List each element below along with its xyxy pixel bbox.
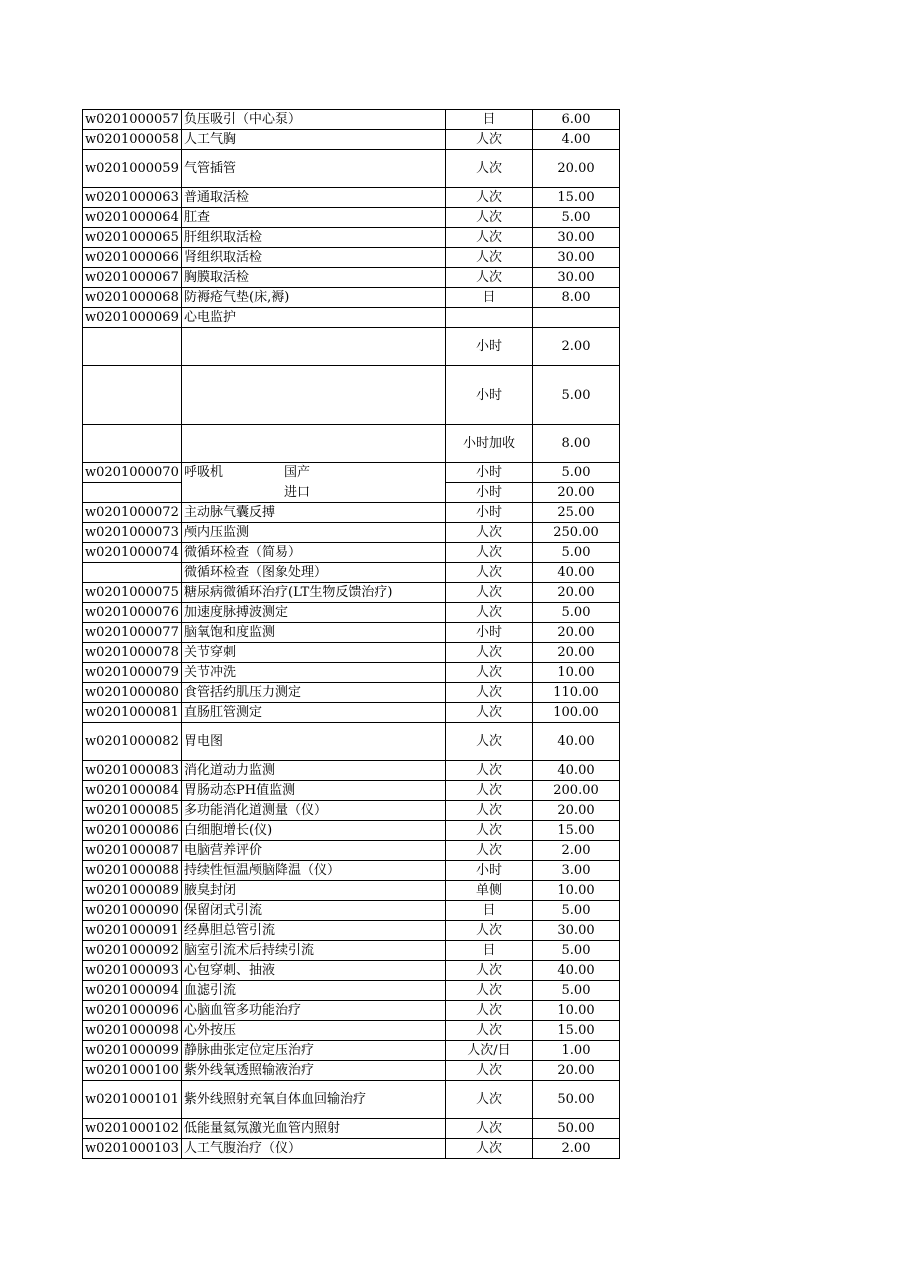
- table-row: [83, 901, 620, 921]
- table-row: [83, 861, 620, 881]
- table-row: [83, 110, 620, 130]
- price-cell: 3.00: [533, 861, 620, 881]
- item-name-cell: 多功能消化道测量（仪）: [182, 801, 446, 821]
- unit-cell: 人次: [446, 563, 533, 583]
- item-code-cell: w0201000070: [83, 463, 182, 483]
- item-code-cell: w0201000080: [83, 683, 182, 703]
- item-code-cell: w0201000076: [83, 603, 182, 623]
- unit-cell: 人次: [446, 543, 533, 563]
- unit-cell: 人次/日: [446, 1041, 533, 1061]
- item-name-cell: 直肠肛管测定: [182, 703, 446, 723]
- price-cell: 8.00: [533, 425, 620, 463]
- price-cell: 8.00: [533, 288, 620, 308]
- price-cell: 10.00: [533, 1001, 620, 1021]
- item-name-cell: [182, 366, 446, 425]
- price-cell: 2.00: [533, 1139, 620, 1159]
- item-name-cell: 电脑营养评价: [182, 841, 446, 861]
- unit-cell: 小时: [446, 366, 533, 425]
- unit-cell: 人次: [446, 961, 533, 981]
- unit-cell: 人次: [446, 761, 533, 781]
- price-cell: 50.00: [533, 1081, 620, 1119]
- item-name: 呼吸机: [184, 465, 224, 481]
- unit-cell: 人次: [446, 228, 533, 248]
- item-code-cell: w0201000064: [83, 208, 182, 228]
- unit-cell: 人次: [446, 723, 533, 761]
- item-name-cell: 肝组织取活检: [182, 228, 446, 248]
- item-code-cell: w0201000075: [83, 583, 182, 603]
- item-code-cell: w0201000099: [83, 1041, 182, 1061]
- unit-cell: 人次: [446, 268, 533, 288]
- item-name-cell: 保留闭式引流: [182, 901, 446, 921]
- item-code-cell: w0201000090: [83, 901, 182, 921]
- table-row: [83, 643, 620, 663]
- unit-cell: 小时加收: [446, 425, 533, 463]
- item-name-cell: 心包穿刺、抽液: [182, 961, 446, 981]
- price-cell: 5.00: [533, 366, 620, 425]
- price-cell: 2.00: [533, 328, 620, 366]
- table-row: [83, 941, 620, 961]
- price-cell: 20.00: [533, 643, 620, 663]
- item-code-cell: w0201000073: [83, 523, 182, 543]
- item-name-cell: 胸膜取活检: [182, 268, 446, 288]
- table-row: [83, 1001, 620, 1021]
- unit-cell: 人次: [446, 921, 533, 941]
- item-code-cell: w0201000068: [83, 288, 182, 308]
- table-row: [83, 663, 620, 683]
- table-row: [83, 208, 620, 228]
- item-code-cell: [83, 563, 182, 583]
- unit-cell: 人次: [446, 1119, 533, 1139]
- unit-cell: 人次: [446, 1139, 533, 1159]
- item-name-cell: 人工气胸: [182, 130, 446, 150]
- table-row: [83, 150, 620, 188]
- unit-cell: 人次: [446, 841, 533, 861]
- price-cell: 20.00: [533, 1061, 620, 1081]
- price-cell: 25.00: [533, 503, 620, 523]
- price-cell: 110.00: [533, 683, 620, 703]
- item-name-cell: 胃肠动态PH值监测: [182, 781, 446, 801]
- item-subtype: 国产: [284, 465, 311, 481]
- unit-cell: 人次: [446, 130, 533, 150]
- price-cell: 30.00: [533, 268, 620, 288]
- price-cell: 20.00: [533, 483, 620, 503]
- item-code-cell: w0201000098: [83, 1021, 182, 1041]
- table-row: [83, 523, 620, 543]
- item-name-cell: [182, 463, 446, 483]
- item-subtype: 进口: [284, 484, 311, 500]
- table-row: [83, 703, 620, 723]
- item-code-cell: w0201000085: [83, 801, 182, 821]
- item-code-cell: w0201000072: [83, 503, 182, 523]
- item-name-cell: 普通取活检: [182, 188, 446, 208]
- item-code-cell: w0201000092: [83, 941, 182, 961]
- unit-cell: 人次: [446, 1061, 533, 1081]
- item-code-cell: [83, 366, 182, 425]
- item-code-cell: w0201000057: [83, 110, 182, 130]
- table-row: [83, 1139, 620, 1159]
- item-code-cell: w0201000069: [83, 308, 182, 328]
- table-row: [83, 248, 620, 268]
- item-code-cell: w0201000096: [83, 1001, 182, 1021]
- item-name-cell: 食管括约肌压力测定: [182, 683, 446, 703]
- item-code-cell: [83, 483, 182, 503]
- item-name-cell: 糖尿病微循环治疗(LT生物反馈治疗): [182, 583, 446, 603]
- table-row: [83, 1041, 620, 1061]
- table-row: [83, 483, 620, 503]
- item-name-cell: 肛查: [182, 208, 446, 228]
- unit-cell: 人次: [446, 150, 533, 188]
- unit-cell: 小时: [446, 328, 533, 366]
- item-name-cell: 腋臭封闭: [182, 881, 446, 901]
- table-row: [83, 683, 620, 703]
- price-cell: 4.00: [533, 130, 620, 150]
- item-name-cell: 心外按压: [182, 1021, 446, 1041]
- table-row: [83, 228, 620, 248]
- table-row: [83, 425, 620, 463]
- price-cell: 5.00: [533, 901, 620, 921]
- unit-cell: 日: [446, 288, 533, 308]
- table-row: [83, 366, 620, 425]
- price-cell: 5.00: [533, 543, 620, 563]
- item-name-cell: 负压吸引（中心泵）: [182, 110, 446, 130]
- table-row: [83, 623, 620, 643]
- unit-cell: 人次: [446, 188, 533, 208]
- item-code-cell: w0201000074: [83, 543, 182, 563]
- fee-table: [82, 109, 620, 1159]
- table-row: [83, 1061, 620, 1081]
- price-cell: 15.00: [533, 821, 620, 841]
- table-row: [83, 308, 620, 328]
- item-code-cell: w0201000063: [83, 188, 182, 208]
- table-row: [83, 921, 620, 941]
- item-code-cell: w0201000102: [83, 1119, 182, 1139]
- price-cell: 50.00: [533, 1119, 620, 1139]
- item-code-cell: w0201000077: [83, 623, 182, 643]
- table-row: [83, 1081, 620, 1119]
- unit-cell: 人次: [446, 683, 533, 703]
- unit-cell: 人次: [446, 1001, 533, 1021]
- unit-cell: 人次: [446, 583, 533, 603]
- item-code-cell: w0201000079: [83, 663, 182, 683]
- item-name-cell: [182, 328, 446, 366]
- table-row: [83, 288, 620, 308]
- table-row: [83, 268, 620, 288]
- price-cell: 10.00: [533, 881, 620, 901]
- item-code-cell: w0201000065: [83, 228, 182, 248]
- unit-cell: 人次: [446, 208, 533, 228]
- price-cell: 5.00: [533, 208, 620, 228]
- unit-cell: 单侧: [446, 881, 533, 901]
- item-name-cell: 微循环检查（简易）: [182, 543, 446, 563]
- price-cell: 40.00: [533, 563, 620, 583]
- item-name-cell: 人工气腹治疗（仪）: [182, 1139, 446, 1159]
- price-cell: 40.00: [533, 761, 620, 781]
- unit-cell: 人次: [446, 643, 533, 663]
- table-row: [83, 841, 620, 861]
- table-row: [83, 821, 620, 841]
- item-code-cell: w0201000087: [83, 841, 182, 861]
- item-name-cell: 经鼻胆总管引流: [182, 921, 446, 941]
- unit-cell: 小时: [446, 861, 533, 881]
- unit-cell: 人次: [446, 248, 533, 268]
- table-row: [83, 543, 620, 563]
- item-name-cell: 微循环检查（图象处理）: [182, 563, 446, 583]
- item-name-cell: 消化道动力监测: [182, 761, 446, 781]
- unit-cell: 小时: [446, 463, 533, 483]
- price-cell: 100.00: [533, 703, 620, 723]
- unit-cell: 日: [446, 110, 533, 130]
- item-code-cell: [83, 328, 182, 366]
- price-cell: 30.00: [533, 248, 620, 268]
- price-cell: 30.00: [533, 228, 620, 248]
- unit-cell: 小时: [446, 503, 533, 523]
- item-name-cell: [182, 483, 446, 503]
- item-name-cell: 持续性恒温颅脑降温（仪）: [182, 861, 446, 881]
- table-row: [83, 503, 620, 523]
- price-cell: 40.00: [533, 961, 620, 981]
- item-code-cell: w0201000084: [83, 781, 182, 801]
- price-cell: 5.00: [533, 941, 620, 961]
- table-row: [83, 723, 620, 761]
- table-row: [83, 328, 620, 366]
- table-row: [83, 1119, 620, 1139]
- price-cell: 20.00: [533, 623, 620, 643]
- table-row: [83, 761, 620, 781]
- item-code-cell: w0201000067: [83, 268, 182, 288]
- unit-cell: 人次: [446, 981, 533, 1001]
- price-cell: 20.00: [533, 801, 620, 821]
- table-row: [83, 583, 620, 603]
- item-code-cell: w0201000082: [83, 723, 182, 761]
- item-name-cell: 胃电图: [182, 723, 446, 761]
- unit-cell: 人次: [446, 781, 533, 801]
- table-row: [83, 981, 620, 1001]
- unit-cell: 人次: [446, 821, 533, 841]
- item-code-cell: w0201000083: [83, 761, 182, 781]
- price-cell: 15.00: [533, 1021, 620, 1041]
- unit-cell: 人次: [446, 1081, 533, 1119]
- item-code-cell: w0201000100: [83, 1061, 182, 1081]
- table-row: [83, 961, 620, 981]
- table-row: [83, 603, 620, 623]
- item-name-cell: 关节穿刺: [182, 643, 446, 663]
- item-name-cell: 加速度脉搏波测定: [182, 603, 446, 623]
- price-cell: 5.00: [533, 463, 620, 483]
- item-name-cell: 颅内压监测: [182, 523, 446, 543]
- price-cell: 20.00: [533, 583, 620, 603]
- unit-cell: 日: [446, 941, 533, 961]
- unit-cell: 小时: [446, 623, 533, 643]
- item-name-cell: 心脑血管多功能治疗: [182, 1001, 446, 1021]
- item-code-cell: w0201000093: [83, 961, 182, 981]
- price-cell: 5.00: [533, 981, 620, 1001]
- price-cell: 2.00: [533, 841, 620, 861]
- price-cell: 10.00: [533, 663, 620, 683]
- table-row: [83, 881, 620, 901]
- item-name-cell: 关节冲洗: [182, 663, 446, 683]
- item-code-cell: w0201000094: [83, 981, 182, 1001]
- unit-cell: 日: [446, 901, 533, 921]
- unit-cell: 人次: [446, 801, 533, 821]
- item-code-cell: [83, 425, 182, 463]
- table-row: [83, 1021, 620, 1041]
- item-code-cell: w0201000091: [83, 921, 182, 941]
- unit-cell: 人次: [446, 1021, 533, 1041]
- item-name-cell: 白细胞增长(仪): [182, 821, 446, 841]
- table-row: [83, 188, 620, 208]
- item-code-cell: w0201000088: [83, 861, 182, 881]
- item-name-cell: 脑氧饱和度监测: [182, 623, 446, 643]
- item-code-cell: w0201000078: [83, 643, 182, 663]
- item-name-cell: 紫外线照射充氧自体血回输治疗: [182, 1081, 446, 1119]
- item-name-cell: 静脉曲张定位定压治疗: [182, 1041, 446, 1061]
- item-name-cell: 肾组织取活检: [182, 248, 446, 268]
- item-code-cell: w0201000089: [83, 881, 182, 901]
- unit-cell: [446, 308, 533, 328]
- item-name-cell: 低能量氦氖激光血管内照射: [182, 1119, 446, 1139]
- item-code-cell: w0201000059: [83, 150, 182, 188]
- item-name-cell: 脑室引流术后持续引流: [182, 941, 446, 961]
- price-cell: 6.00: [533, 110, 620, 130]
- unit-cell: 人次: [446, 703, 533, 723]
- price-cell: 1.00: [533, 1041, 620, 1061]
- table-row: [83, 463, 620, 483]
- price-cell: 40.00: [533, 723, 620, 761]
- item-code-cell: w0201000086: [83, 821, 182, 841]
- item-name-cell: 血滤引流: [182, 981, 446, 1001]
- unit-cell: 人次: [446, 523, 533, 543]
- price-cell: [533, 308, 620, 328]
- price-cell: 20.00: [533, 150, 620, 188]
- table-row: [83, 781, 620, 801]
- price-cell: 200.00: [533, 781, 620, 801]
- item-name-cell: 心电监护: [182, 308, 446, 328]
- unit-cell: 小时: [446, 483, 533, 503]
- unit-cell: 人次: [446, 603, 533, 623]
- table-row: [83, 801, 620, 821]
- table-row: [83, 563, 620, 583]
- item-name-cell: 主动脉气囊反搏: [182, 503, 446, 523]
- item-name-cell: 气管插管: [182, 150, 446, 188]
- item-code-cell: w0201000058: [83, 130, 182, 150]
- price-cell: 5.00: [533, 603, 620, 623]
- price-cell: 15.00: [533, 188, 620, 208]
- item-code-cell: w0201000066: [83, 248, 182, 268]
- item-code-cell: w0201000103: [83, 1139, 182, 1159]
- item-name-cell: 紫外线氧透照输液治疗: [182, 1061, 446, 1081]
- unit-cell: 人次: [446, 663, 533, 683]
- price-cell: 250.00: [533, 523, 620, 543]
- table-row: [83, 130, 620, 150]
- item-name-cell: [182, 425, 446, 463]
- item-code-cell: w0201000081: [83, 703, 182, 723]
- item-name-cell: 防褥疮气垫(床,褥): [182, 288, 446, 308]
- price-cell: 30.00: [533, 921, 620, 941]
- item-code-cell: w0201000101: [83, 1081, 182, 1119]
